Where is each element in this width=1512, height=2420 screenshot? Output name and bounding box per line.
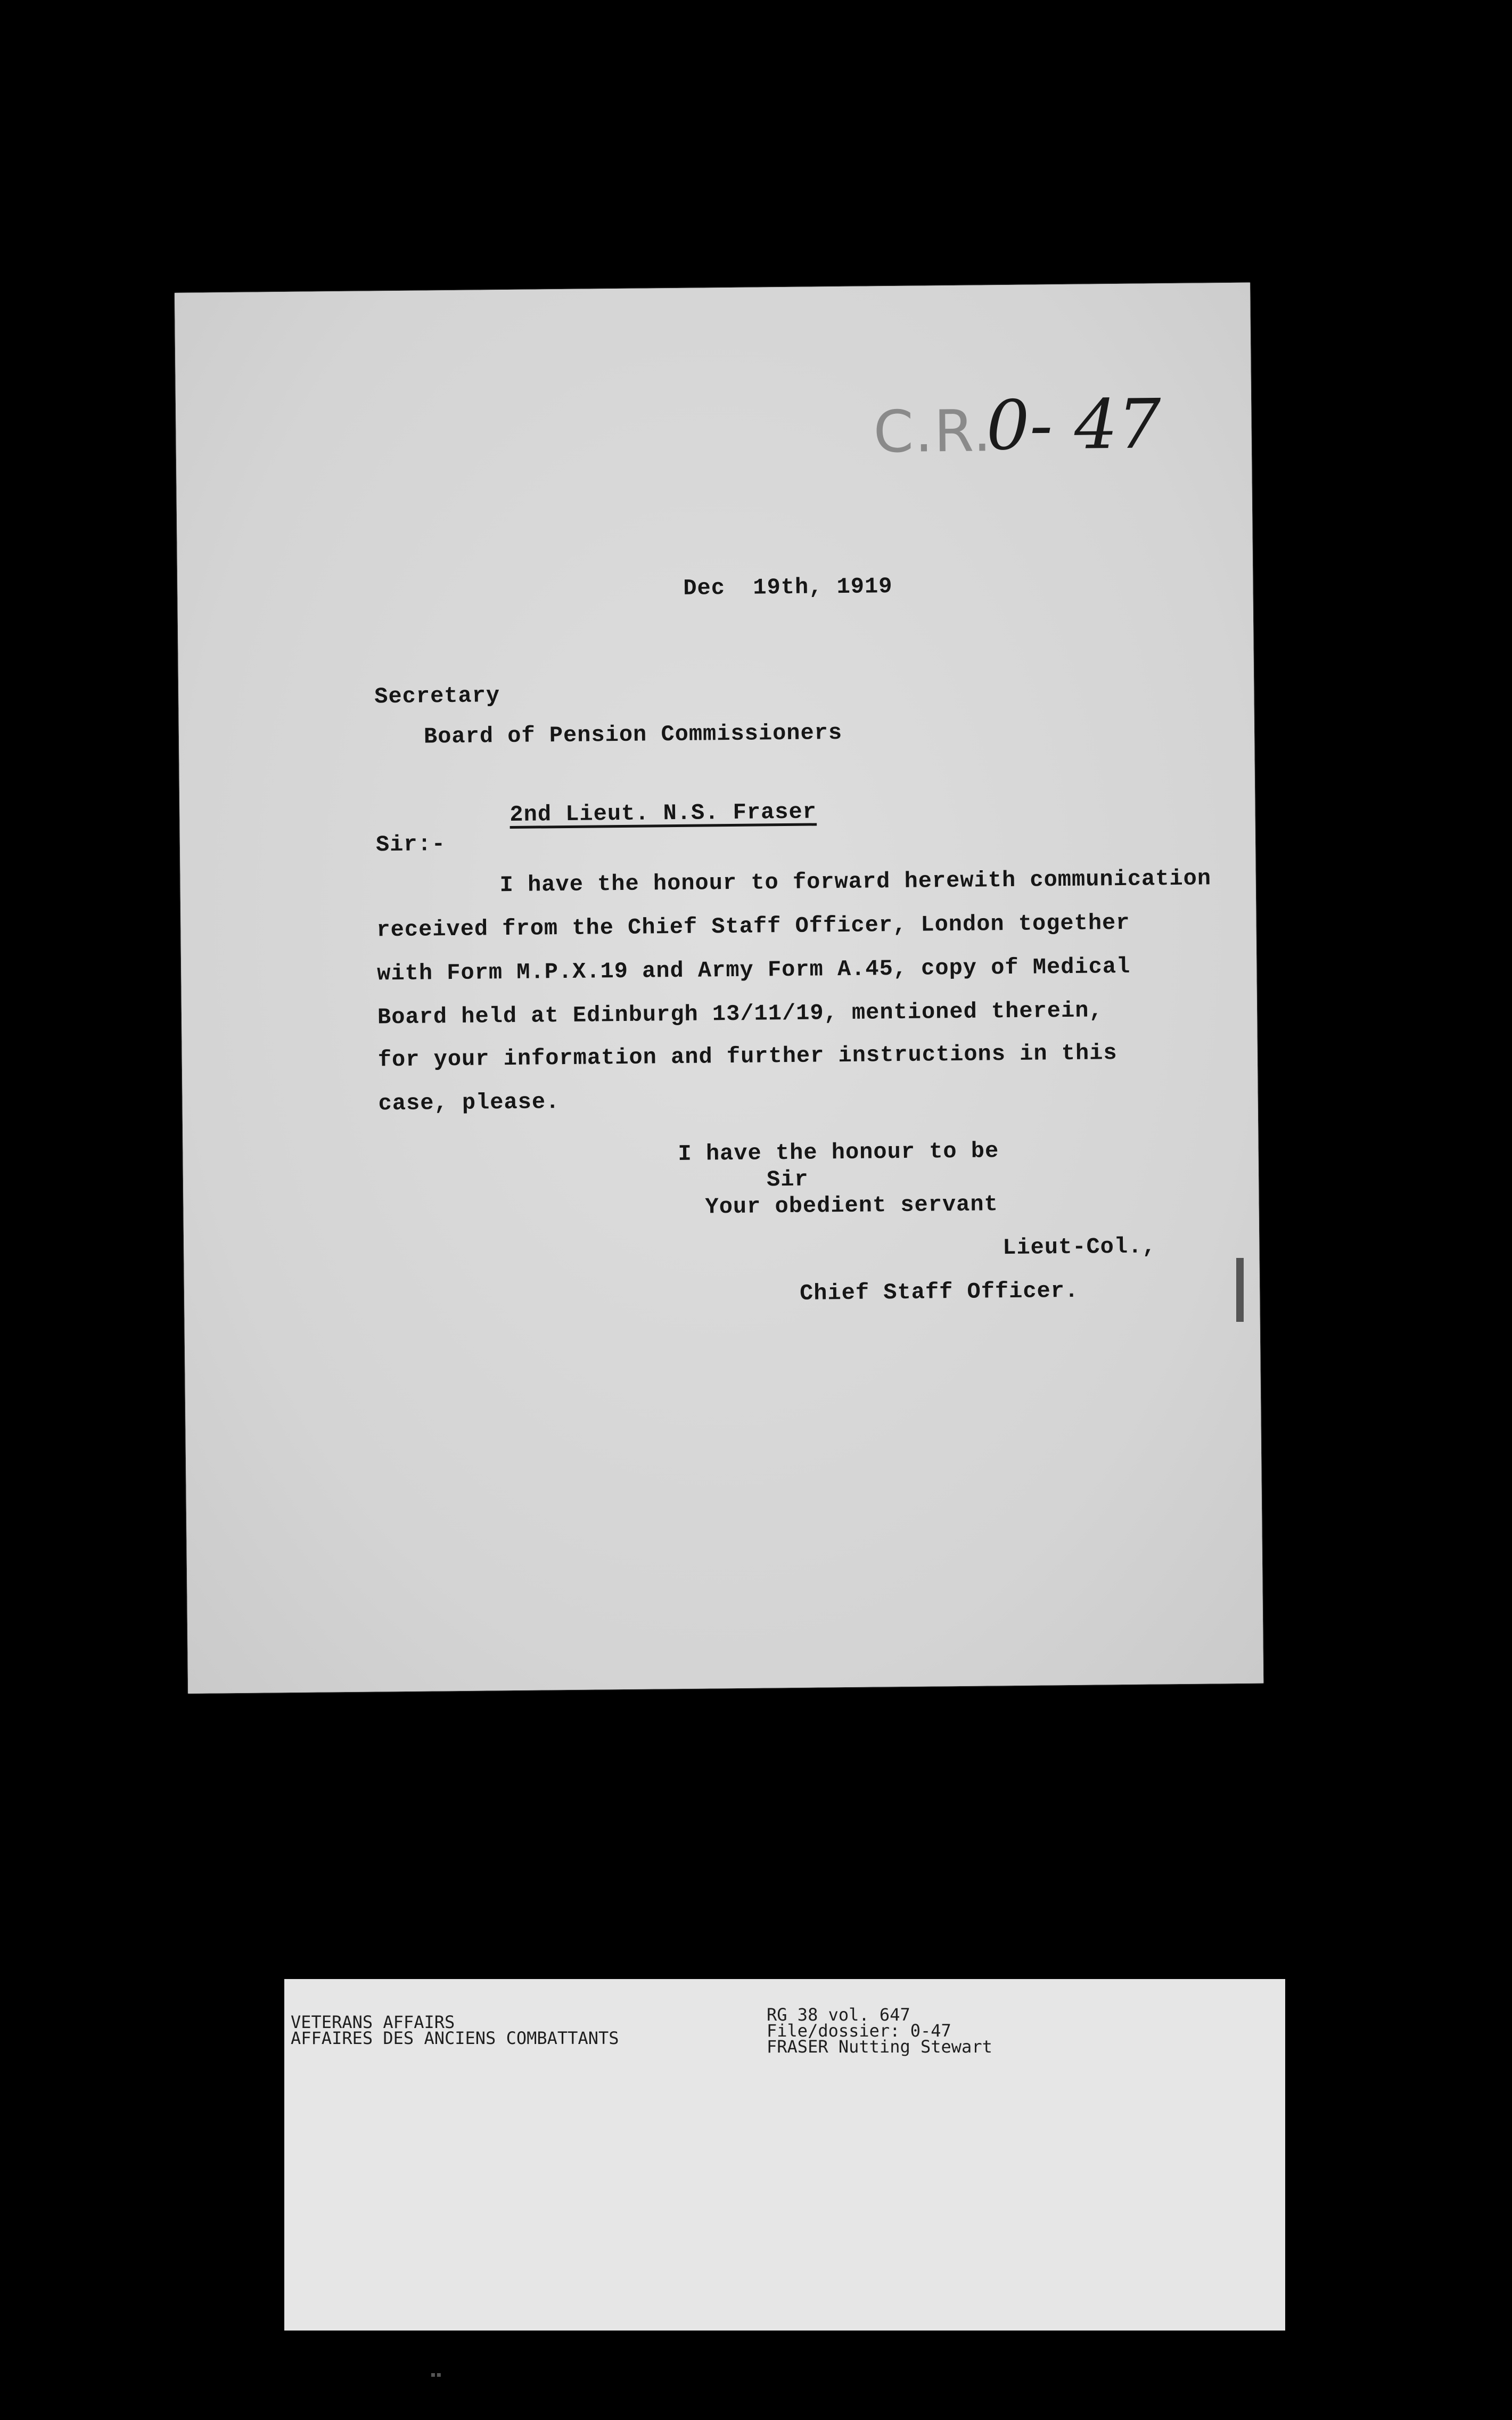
body-line: received from the Chief Staff Officer, London together: [376, 910, 1130, 943]
salutation: Sir:-: [375, 831, 446, 858]
body-line: for your information and further instructions in this: [377, 1040, 1117, 1073]
label-dept-fr: AFFAIRES DES ANCIENS COMBATTANTS: [291, 2028, 619, 2048]
closing-line: I have the honour to be: [678, 1138, 999, 1167]
body-line: case, please.: [378, 1089, 560, 1117]
closing-line: Your obedient servant: [705, 1191, 999, 1220]
letter-date: Dec 19th, 1919: [683, 574, 893, 601]
closing-line: Sir: [766, 1166, 809, 1193]
label-dept-en: VETERANS AFFAIRS: [291, 2012, 455, 2032]
subject-line: 2nd Lieut. N.S. Fraser: [510, 799, 817, 828]
page-edge-clip: [1236, 1258, 1244, 1322]
frame-mark: ▪▪: [430, 2369, 442, 2380]
body-line: with Form M.P.X.19 and Army Form A.45, copy of Medical: [377, 953, 1131, 987]
label-file: File/dossier: 0-47: [767, 2021, 951, 2041]
body-line: I have the honour to forward herewith communication: [499, 865, 1212, 898]
cr-stamp: C.R.: [873, 398, 993, 466]
handwritten-file-number: 0- 47: [985, 385, 1162, 466]
label-reference: RG 38 vol. 647: [767, 2005, 910, 2025]
label-name: FRASER Nutting Stewart: [767, 2037, 992, 2057]
recipient-org: Board of Pension Commissioners: [423, 720, 843, 750]
signature-title: Chief Staff Officer.: [799, 1278, 1079, 1306]
archive-reference-label: [284, 1979, 1285, 2331]
recipient-title: Secretary: [374, 683, 500, 710]
signature-rank: Lieut-Col.,: [1002, 1233, 1156, 1261]
letter-page: [175, 283, 1263, 1694]
body-line: Board held at Edinburgh 13/11/19, mentioned therein,: [377, 998, 1103, 1031]
